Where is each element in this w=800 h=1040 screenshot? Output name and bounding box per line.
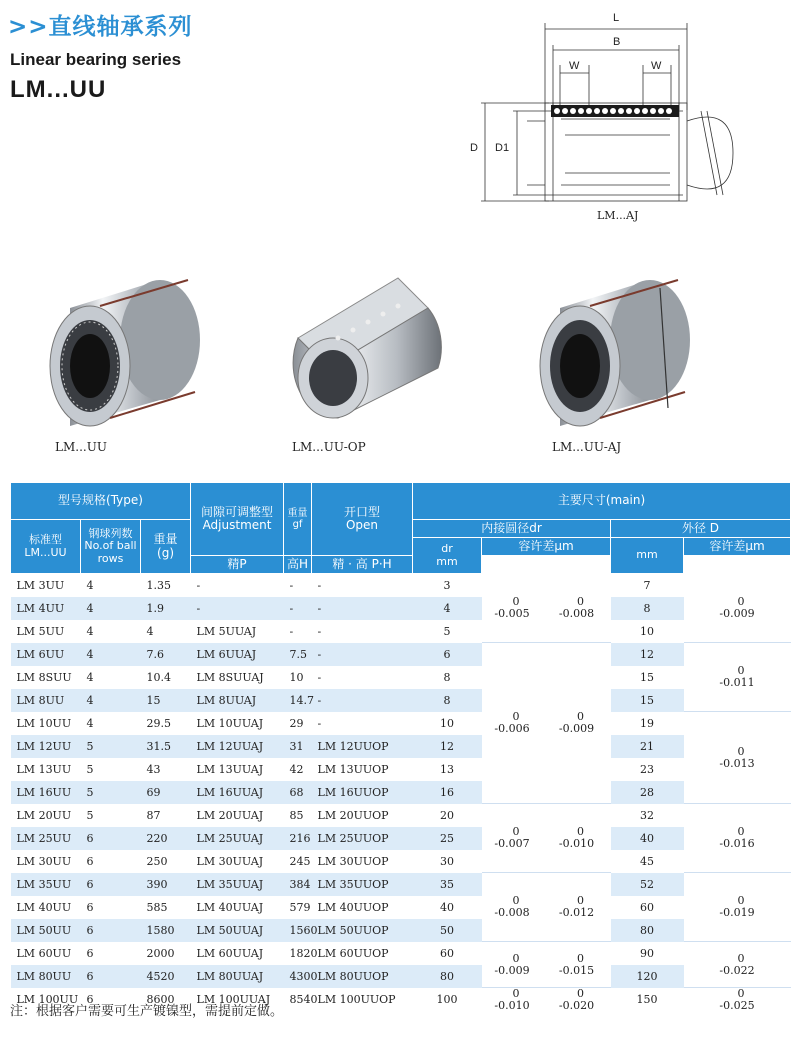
outer-tolerance-header: 容许差μm xyxy=(684,538,791,556)
cell-open-model: - xyxy=(317,578,322,592)
open-header-en: Open xyxy=(345,518,379,532)
table-row xyxy=(11,666,791,689)
table-row xyxy=(11,965,791,988)
tolerance-upper: 0 xyxy=(737,825,745,839)
cell-std-model: LM 16UU xyxy=(11,781,81,804)
cell-outer-diameter: 15 xyxy=(640,670,655,684)
cell-adjustment-model: LM 50UUAJ xyxy=(191,919,284,942)
cell-open-model: - xyxy=(312,597,413,620)
cell-open-model: LM 16UUOP xyxy=(312,781,413,804)
tolerance-lower: -0.013 xyxy=(719,756,755,770)
cell-weight: 390 xyxy=(141,873,191,896)
cell-adj-weight: 85 xyxy=(289,808,304,822)
inner-tolerance-header: 容许差μm xyxy=(482,538,611,556)
tolerance-upper: 0 xyxy=(577,951,585,965)
cell-open-model: LM 30UUOP xyxy=(317,854,389,868)
cell-inner-tolerance-precision xyxy=(482,804,543,873)
high-header: 高H xyxy=(284,556,312,574)
cell-std-model: LM 100UU xyxy=(16,992,79,1006)
cell-std-model: LM 35UU xyxy=(11,873,81,896)
cell-weight: 1.9 xyxy=(141,597,191,620)
cell-ball-rows: 6 xyxy=(86,854,94,868)
cell-weight: 87 xyxy=(146,808,161,822)
tolerance-upper: 0 xyxy=(577,825,585,839)
cell-open-model: - xyxy=(317,670,322,684)
open-header xyxy=(312,483,413,556)
cell-outer-tolerance xyxy=(684,574,791,643)
cell-ball-rows: 6 xyxy=(81,965,141,988)
cell-weight: 7.6 xyxy=(141,643,191,666)
tolerance-lower: -0.009 xyxy=(494,963,530,977)
cell-ball-rows: 5 xyxy=(81,781,141,804)
weight-header-unit: (g) xyxy=(157,545,174,560)
cell-weight: 8600 xyxy=(146,992,175,1006)
cell-outer-diameter: 21 xyxy=(611,735,684,758)
cell-ball-rows: 4 xyxy=(86,578,94,592)
ball-rows-header xyxy=(81,520,141,574)
cell-adjustment-model: LM 10UUAJ xyxy=(196,716,264,730)
table-row xyxy=(11,574,791,597)
cell-adj-weight: 42 xyxy=(289,762,304,776)
cell-adj-weight: 31 xyxy=(284,735,312,758)
tolerance-upper: 0 xyxy=(577,987,585,1000)
tolerance-lower: -0.010 xyxy=(494,998,530,1012)
table-row xyxy=(11,850,791,873)
spec-table xyxy=(10,482,791,1011)
cell-std-model: LM 5UU xyxy=(16,624,65,638)
tolerance-lower: -0.007 xyxy=(494,837,530,850)
table-row xyxy=(11,620,791,643)
photo-caption-uu: LM...UU xyxy=(55,440,107,454)
dim-label-L: L xyxy=(613,12,620,24)
cell-ball-rows: 5 xyxy=(81,735,141,758)
cell-outer-diameter: 7 xyxy=(643,578,651,592)
cell-std-model: LM 40UU xyxy=(16,900,72,914)
bearing-photo-uu xyxy=(30,268,210,428)
cell-outer-diameter: 8 xyxy=(611,597,684,620)
cell-adjustment-model: LM 40UUAJ xyxy=(196,900,264,914)
table-row xyxy=(11,919,791,942)
table-row xyxy=(11,735,791,758)
dr-header-label: dr xyxy=(441,542,453,556)
cell-outer-tolerance xyxy=(684,643,791,712)
cell-std-model: LM 6UU xyxy=(11,643,81,666)
outer-diameter-header: 外径 D xyxy=(611,520,791,538)
cell-std-model: LM 50UU xyxy=(11,919,81,942)
tolerance-upper: 0 xyxy=(512,894,520,908)
cell-adjustment-model: LM 5UUAJ xyxy=(196,624,257,638)
drawing-caption: LM...AJ xyxy=(597,209,639,222)
dim-label-W-left: W xyxy=(569,60,580,72)
tolerance-upper: 0 xyxy=(737,987,745,1000)
cell-adj-weight: 68 xyxy=(284,781,312,804)
cell-inner-diameter: 13 xyxy=(440,762,455,776)
std-header-cn: 标准型 xyxy=(29,533,62,547)
cell-inner-tolerance-high xyxy=(543,804,611,873)
tolerance-lower: -0.009 xyxy=(558,722,595,735)
cell-outer-diameter: 60 xyxy=(640,900,655,914)
cell-weight: 31.5 xyxy=(141,735,191,758)
tolerance-lower: -0.005 xyxy=(494,606,530,620)
series-title-cn: >>直线轴承系列 xyxy=(8,14,193,40)
cell-inner-diameter: 20 xyxy=(440,808,455,822)
tolerance-lower: -0.016 xyxy=(719,837,755,850)
cell-adjustment-model: LM 16UUAJ xyxy=(191,781,284,804)
adj-weight-header-cn: 重量 xyxy=(287,508,308,519)
ball-rows-header-cn: 钢球列数 xyxy=(88,527,133,541)
cell-inner-diameter: 5 xyxy=(443,624,451,638)
table-row xyxy=(11,712,791,735)
weight-header xyxy=(141,520,191,574)
cell-inner-diameter: 3 xyxy=(443,578,451,592)
table-row xyxy=(11,781,791,804)
cell-adjustment-model: LM 100UUAJ xyxy=(196,992,271,1006)
cell-std-model: LM 8SUU xyxy=(16,670,72,684)
cell-adj-weight: - xyxy=(284,597,312,620)
table-row xyxy=(11,873,791,896)
open-header-cn: 开口型 xyxy=(344,504,381,519)
tolerance-lower: -0.011 xyxy=(719,676,755,689)
cell-std-model: LM 20UU xyxy=(16,808,72,822)
dr-header xyxy=(413,538,482,574)
photo-caption-uu-op: LM...UU-OP xyxy=(292,440,366,454)
cell-adj-weight: - xyxy=(289,578,294,592)
cell-ball-rows: 6 xyxy=(86,992,94,1006)
cell-std-model: LM 60UU xyxy=(16,946,72,960)
cell-outer-tolerance xyxy=(684,712,791,804)
std-header-en: LM...UU xyxy=(24,545,67,559)
cell-weight: 10.4 xyxy=(146,670,171,684)
cell-adj-weight: 245 xyxy=(289,854,311,868)
cell-weight: 15 xyxy=(141,689,191,712)
tolerance-upper: 0 xyxy=(577,894,585,908)
cell-std-model: LM 4UU xyxy=(11,597,81,620)
inner-diameter-header: 内接圆径dr xyxy=(413,520,611,538)
cell-outer-diameter: 45 xyxy=(640,854,655,868)
cell-inner-tolerance-precision xyxy=(482,574,543,643)
cell-std-model: LM 8UU xyxy=(11,689,81,712)
cell-inner-diameter: 60 xyxy=(440,946,455,960)
cell-inner-diameter: 16 xyxy=(413,781,482,804)
cell-adjustment-model: - xyxy=(196,578,201,592)
tolerance-lower: -0.015 xyxy=(558,963,595,977)
table-row xyxy=(11,689,791,712)
tolerance-upper: 0 xyxy=(577,710,585,724)
cell-open-model: LM 60UUOP xyxy=(317,946,389,960)
cell-inner-diameter: 8 xyxy=(443,670,451,684)
cell-open-model: LM 25UUOP xyxy=(312,827,413,850)
adjustment-header-cn: 间隙可调整型 xyxy=(201,504,274,519)
cell-ball-rows: 4 xyxy=(81,689,141,712)
cell-inner-diameter: 100 xyxy=(436,992,458,1006)
cell-std-model: LM 80UU xyxy=(11,965,81,988)
cell-open-model: - xyxy=(317,624,322,638)
cell-adjustment-model: LM 35UUAJ xyxy=(191,873,284,896)
cell-adjustment-model: LM 30UUAJ xyxy=(196,854,264,868)
cell-ball-rows: 4 xyxy=(86,670,94,684)
cell-outer-diameter: 150 xyxy=(636,992,658,1006)
cell-outer-tolerance xyxy=(684,942,791,988)
cell-adj-weight: 29 xyxy=(289,716,304,730)
cell-inner-tolerance-high xyxy=(543,574,611,643)
cell-outer-diameter: 80 xyxy=(611,919,684,942)
tolerance-lower: -0.020 xyxy=(558,998,595,1012)
tolerance-lower: -0.010 xyxy=(558,837,595,850)
footnote: 注：根据客户需要可生产镀镍型，需提前定做。 xyxy=(10,1004,284,1019)
tolerance-upper: 0 xyxy=(512,710,520,724)
outer-mm-header: mm xyxy=(611,538,684,574)
cell-adjustment-model: LM 20UUAJ xyxy=(196,808,264,822)
tolerance-upper: 0 xyxy=(512,987,520,1000)
cell-open-model: LM 12UUOP xyxy=(312,735,413,758)
table-row xyxy=(11,643,791,666)
cell-open-model: LM 35UUOP xyxy=(312,873,413,896)
cell-ball-rows: 5 xyxy=(86,808,94,822)
cell-inner-tolerance-high xyxy=(543,942,611,988)
cell-std-model: LM 13UU xyxy=(16,762,72,776)
tolerance-upper: 0 xyxy=(512,825,520,839)
cell-std-model: LM 25UU xyxy=(11,827,81,850)
tolerance-upper: 0 xyxy=(737,664,745,678)
table-row xyxy=(11,597,791,620)
cell-inner-tolerance-precision xyxy=(482,988,543,1012)
cell-adj-weight: 8540 xyxy=(289,992,318,1006)
cell-adjustment-model: LM 8UUAJ xyxy=(191,689,284,712)
cell-ball-rows: 4 xyxy=(86,624,94,638)
cell-adj-weight: 7.5 xyxy=(284,643,312,666)
cell-ball-rows: 6 xyxy=(81,919,141,942)
cell-adj-weight: 579 xyxy=(289,900,311,914)
cell-outer-diameter: 90 xyxy=(640,946,655,960)
tolerance-upper: 0 xyxy=(512,595,520,609)
cell-adjustment-model: LM 80UUAJ xyxy=(191,965,284,988)
cell-outer-diameter: 28 xyxy=(611,781,684,804)
cell-adj-weight: 14.7 xyxy=(284,689,312,712)
std-header xyxy=(11,520,81,574)
cell-adj-weight: 1560 xyxy=(284,919,312,942)
cell-open-model: LM 40UUOP xyxy=(317,900,389,914)
tolerance-lower: -0.012 xyxy=(558,906,595,919)
cell-weight: 4520 xyxy=(141,965,191,988)
cell-inner-diameter: 12 xyxy=(413,735,482,758)
cell-ball-rows: 6 xyxy=(86,900,94,914)
cell-outer-diameter: 52 xyxy=(611,873,684,896)
tolerance-upper: 0 xyxy=(737,951,745,965)
cell-weight: 2000 xyxy=(146,946,175,960)
cell-open-model: LM 80UUOP xyxy=(312,965,413,988)
cell-adj-weight: 384 xyxy=(284,873,312,896)
cell-outer-tolerance xyxy=(684,873,791,942)
cell-outer-tolerance xyxy=(684,988,791,1012)
tolerance-upper: 0 xyxy=(577,595,585,609)
cell-outer-diameter: 10 xyxy=(640,624,655,638)
cell-weight: 1.35 xyxy=(146,578,171,592)
dr-header-unit: mm xyxy=(436,554,458,568)
dim-label-D1: D1 xyxy=(495,142,510,154)
type-group-header: 型号规格(Type) xyxy=(11,483,191,520)
cell-ball-rows: 6 xyxy=(86,946,94,960)
cell-ball-rows: 5 xyxy=(86,762,94,776)
cell-weight: 4 xyxy=(146,624,154,638)
cell-adjustment-model: - xyxy=(191,597,284,620)
tolerance-lower: -0.019 xyxy=(719,906,755,919)
cell-adjustment-model: LM 13UUAJ xyxy=(196,762,264,776)
spec-table-body xyxy=(11,574,791,1012)
series-title-en: Linear bearing series xyxy=(10,50,182,69)
cell-weight: 29.5 xyxy=(146,716,171,730)
cell-weight: 585 xyxy=(146,900,168,914)
ball-rows-header-en: No.of ball rows xyxy=(84,539,137,565)
cell-adj-weight: 4300 xyxy=(284,965,312,988)
cell-outer-diameter: 19 xyxy=(640,716,655,730)
cell-inner-diameter: 4 xyxy=(413,597,482,620)
cell-inner-diameter: 50 xyxy=(413,919,482,942)
table-row xyxy=(11,758,791,781)
tolerance-lower: -0.006 xyxy=(494,722,530,735)
tolerance-lower: -0.008 xyxy=(558,606,595,620)
cell-adj-weight: 1820 xyxy=(289,946,318,960)
adj-weight-header-unit: gf xyxy=(292,519,303,530)
main-dimension-header: 主要尺寸(main) xyxy=(413,483,791,520)
tolerance-upper: 0 xyxy=(737,894,745,908)
cell-open-model: - xyxy=(317,716,322,730)
cell-adjustment-model: LM 60UUAJ xyxy=(196,946,264,960)
cell-weight: 1580 xyxy=(141,919,191,942)
cell-inner-tolerance-precision xyxy=(482,942,543,988)
cell-ball-rows: 4 xyxy=(81,643,141,666)
cell-outer-diameter: 32 xyxy=(640,808,655,822)
cell-ball-rows: 6 xyxy=(81,827,141,850)
cell-adj-weight: 216 xyxy=(284,827,312,850)
weight-header-cn: 重量 xyxy=(153,532,178,547)
cell-open-model: - xyxy=(312,689,413,712)
cell-inner-tolerance-precision xyxy=(482,643,543,804)
cell-inner-diameter: 35 xyxy=(413,873,482,896)
cell-outer-diameter: 23 xyxy=(640,762,655,776)
cell-weight: 250 xyxy=(146,854,168,868)
tolerance-upper: 0 xyxy=(512,951,520,965)
cell-adjustment-model: LM 8SUUAJ xyxy=(196,670,264,684)
cell-open-model: - xyxy=(312,643,413,666)
table-row xyxy=(11,827,791,850)
table-row xyxy=(11,804,791,827)
tolerance-lower: -0.025 xyxy=(719,998,755,1012)
tolerance-lower: -0.008 xyxy=(494,906,530,919)
cell-adj-weight: 10 xyxy=(289,670,304,684)
cell-weight: 220 xyxy=(141,827,191,850)
cell-open-model: LM 50UUOP xyxy=(312,919,413,942)
cell-outer-diameter: 12 xyxy=(611,643,684,666)
cell-inner-diameter: 40 xyxy=(440,900,455,914)
cell-outer-diameter: 40 xyxy=(611,827,684,850)
cell-inner-tolerance-high xyxy=(543,873,611,942)
adj-weight-header xyxy=(284,483,312,556)
table-row xyxy=(11,896,791,919)
cell-adjustment-model: LM 12UUAJ xyxy=(191,735,284,758)
cell-ball-rows: 4 xyxy=(81,597,141,620)
cell-inner-diameter: 30 xyxy=(440,854,455,868)
outer-ph-header: 精 · 高 P·H xyxy=(312,556,413,574)
adjustment-header xyxy=(191,483,284,556)
cell-ball-rows: 6 xyxy=(81,873,141,896)
cell-outer-diameter: 15 xyxy=(611,689,684,712)
cell-inner-tolerance-precision xyxy=(482,873,543,942)
cell-inner-diameter: 80 xyxy=(413,965,482,988)
cell-open-model: LM 20UUOP xyxy=(317,808,389,822)
technical-drawing xyxy=(465,5,755,225)
cell-inner-tolerance-high xyxy=(543,988,611,1012)
bearing-photo-uu-op xyxy=(278,268,463,428)
cell-weight: 69 xyxy=(141,781,191,804)
cell-inner-diameter: 25 xyxy=(413,827,482,850)
photo-caption-uu-aj: LM...UU-AJ xyxy=(552,440,622,454)
dim-label-B: B xyxy=(613,36,621,48)
cell-adj-weight: - xyxy=(289,624,294,638)
cell-inner-diameter: 8 xyxy=(413,689,482,712)
cell-outer-tolerance xyxy=(684,804,791,873)
cell-adjustment-model: LM 25UUAJ xyxy=(191,827,284,850)
adjustment-header-en: Adjustment xyxy=(202,518,272,532)
cell-std-model: LM 3UU xyxy=(16,578,65,592)
tolerance-lower: -0.022 xyxy=(719,963,755,977)
cell-adjustment-model: LM 6UUAJ xyxy=(191,643,284,666)
table-row xyxy=(11,942,791,965)
model-title: LM...UU xyxy=(10,76,107,103)
dim-label-D: D xyxy=(470,142,478,154)
bearing-photo-uu-aj xyxy=(520,268,700,428)
bearing-cross-section-drawing xyxy=(465,5,755,225)
cell-std-model: LM 30UU xyxy=(16,854,72,868)
cell-outer-diameter: 120 xyxy=(611,965,684,988)
cell-ball-rows: 4 xyxy=(86,716,94,730)
tolerance-upper: 0 xyxy=(737,595,745,609)
dim-label-W-right: W xyxy=(651,60,662,72)
cell-weight: 43 xyxy=(146,762,161,776)
cell-inner-diameter: 6 xyxy=(413,643,482,666)
cell-std-model: LM 10UU xyxy=(16,716,72,730)
cell-open-model: LM 13UUOP xyxy=(317,762,389,776)
cell-open-model: LM 100UUOP xyxy=(317,992,396,1006)
cell-inner-diameter: 10 xyxy=(440,716,455,730)
cell-inner-tolerance-high xyxy=(543,643,611,804)
precision-header: 精P xyxy=(191,556,284,574)
tolerance-upper: 0 xyxy=(737,744,745,758)
cell-std-model: LM 12UU xyxy=(11,735,81,758)
tolerance-lower: -0.009 xyxy=(719,606,755,620)
